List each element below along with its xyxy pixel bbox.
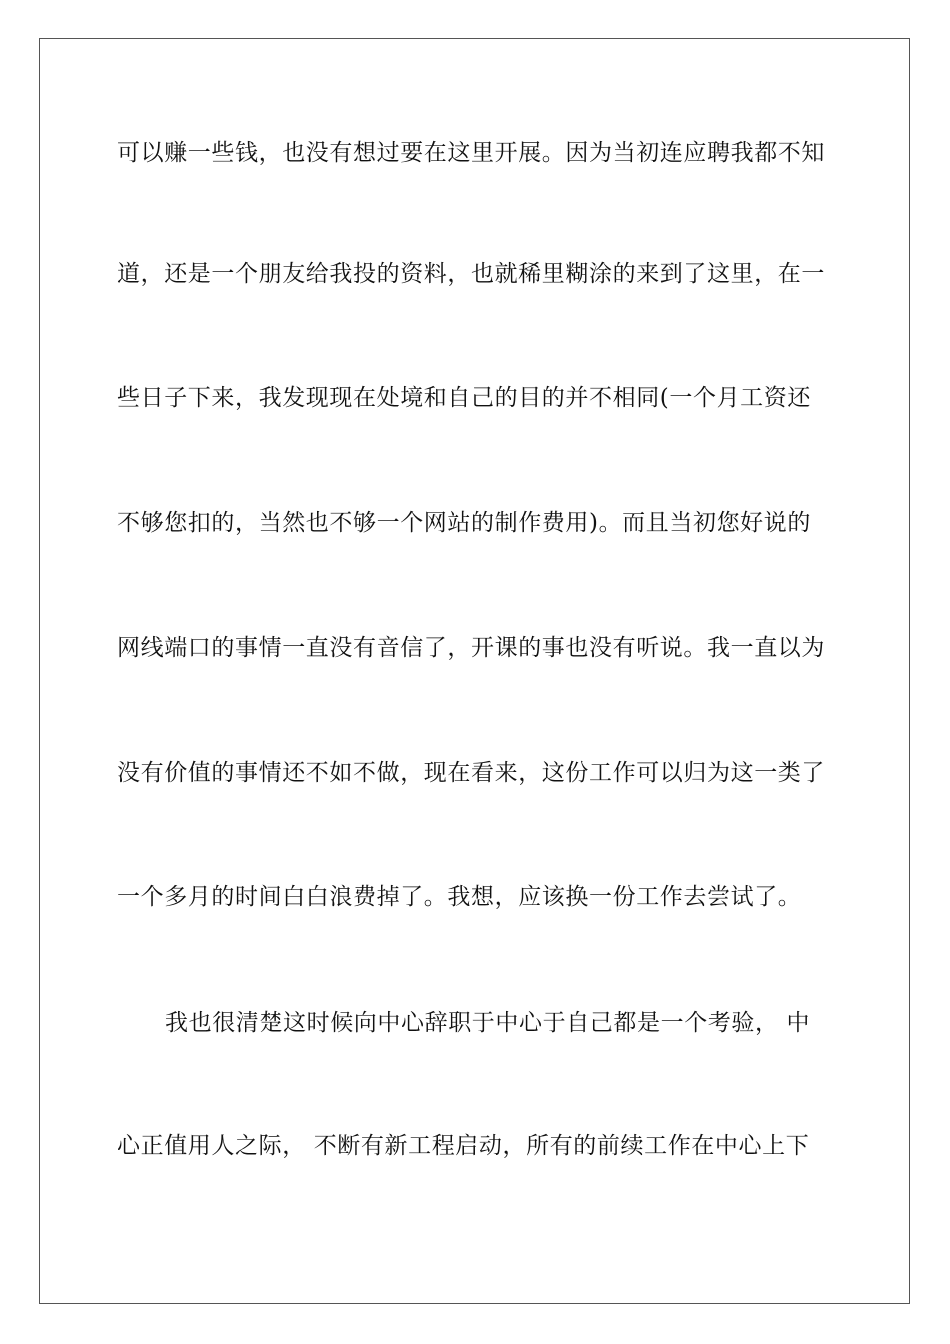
body-text-line-6: 没有价值的事情还不如不做，现在看来，这份工作可以归为这一类了 xyxy=(117,760,825,786)
body-text-line-4: 不够您扣的，当然也不够一个网站的制作费用)。而且当初您好说的 xyxy=(117,510,811,536)
body-text-line-5: 网线端口的事情一直没有音信了，开课的事也没有听说。我一直以为 xyxy=(117,635,825,661)
body-text-line-3: 些日子下来，我发现现在处境和自己的目的并不相同(一个月工资还 xyxy=(117,385,811,411)
page-border xyxy=(39,38,910,1304)
body-text-line-2: 道，还是一个朋友给我投的资料，也就稀里糊涂的来到了这里，在一 xyxy=(117,261,825,287)
body-text-line-7: 一个多月的时间白白浪费掉了。我想，应该换一份工作去尝试了。 xyxy=(117,884,802,910)
body-text-line-9: 心正值用人之际， 不断有新工程启动，所有的前续工作在中心上下 xyxy=(117,1133,810,1159)
body-text-line-8: 我也很清楚这时候向中心辞职于中心于自己都是一个考验， 中 xyxy=(165,1010,811,1036)
body-text-line-1: 可以赚一些钱，也没有想过要在这里开展。因为当初连应聘我都不知 xyxy=(117,140,825,166)
